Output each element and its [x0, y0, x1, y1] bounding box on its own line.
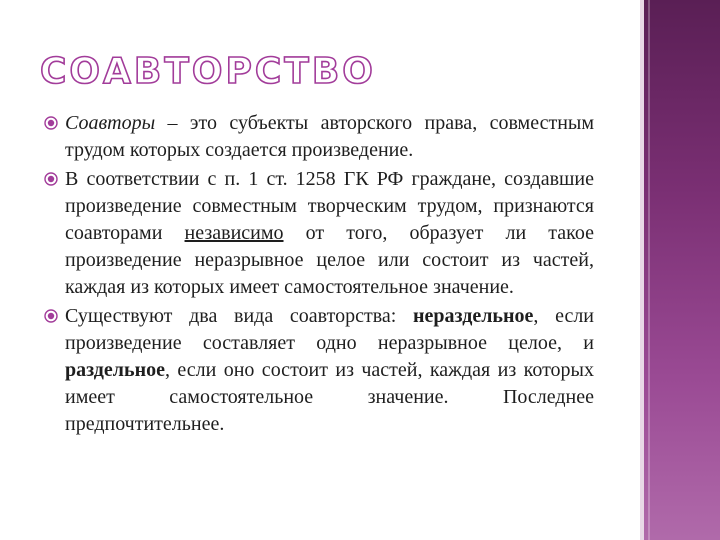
slide-title: СОАВТОРСТВО: [40, 51, 376, 92]
bullet-item-law-article: [44, 166, 594, 301]
bullet-text: от того, образует ли такое произведение неразрывное целое или состоит из частей, каждая из которых имеет самостоятельное значение.: [65, 222, 594, 298]
bullet-item-types: [44, 303, 594, 438]
bullet-text: – это субъекты авторского права, совместным трудом которых создается произведение.: [65, 112, 594, 161]
bullet-text: В соответствии с п. 1 ст. 1258 ГК РФ граждане, создавшие произведение совместным творческим трудом, признаются соавторами: [65, 168, 594, 244]
slide-content: [44, 110, 594, 440]
bold-term-indivisible: нераздельное: [413, 305, 534, 327]
term-coauthors: Соавторы: [65, 112, 156, 134]
circle-dot-icon: [44, 116, 58, 130]
circle-dot-icon: [44, 309, 58, 323]
circle-dot-icon: [44, 172, 58, 186]
bullet-text: , если оно состоит из частей, каждая из которых имеет самостоятельное значение. Последнее предпочтительнее.: [65, 359, 594, 435]
bullet-text: , если произведение составляет одно неразрывное целое, и: [65, 305, 595, 354]
underlined-term: независимо: [184, 222, 284, 244]
decorative-side-bar: [640, 0, 720, 540]
bullet-text: Существуют два вида соавторства:: [65, 305, 413, 327]
bold-term-separate: раздельное: [65, 359, 165, 381]
bullet-item-coauthors: [44, 110, 594, 164]
